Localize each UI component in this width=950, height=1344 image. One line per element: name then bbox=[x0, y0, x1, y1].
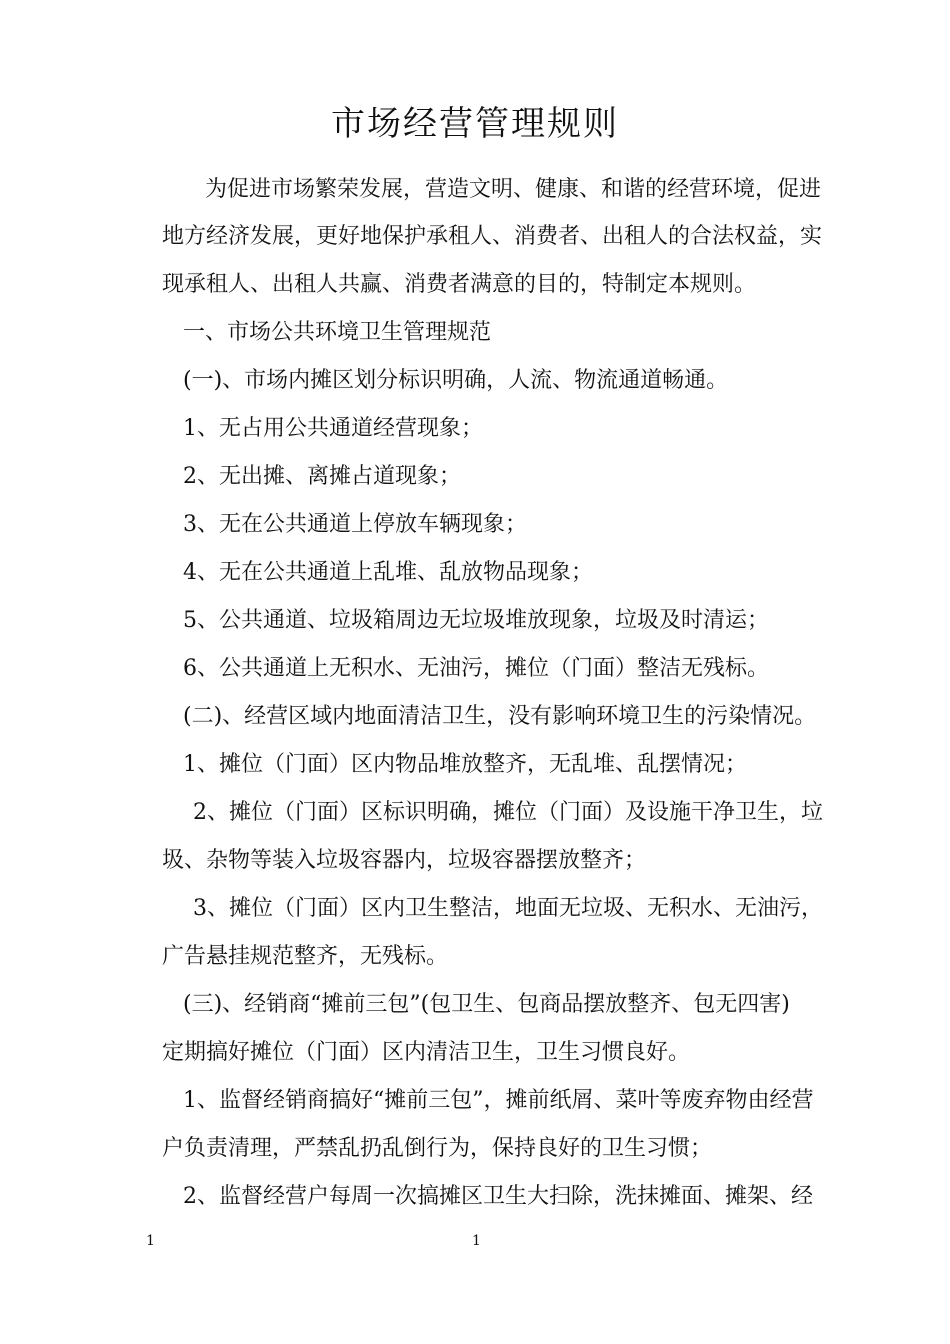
subsection-heading: (一)、市场内摊区划分标识明确，人流、物流通道畅通。 bbox=[183, 368, 729, 393]
list-item: 3、无在公共通道上停放车辆现象； bbox=[183, 512, 527, 537]
document-title: 市场经营管理规则 bbox=[331, 104, 619, 144]
list-item: 1、摊位（门面）区内物品堆放整齐，无乱堆、乱摆情况； bbox=[183, 752, 747, 777]
section-heading: 一、市场公共环境卫生管理规范 bbox=[183, 320, 492, 345]
body-line: 地方经济发展，更好地保护承租人、消费者、出租人的合法权益，实 bbox=[162, 224, 823, 249]
list-item: 2、摊位（门面）区标识明确，摊位（门面）及设施干净卫生，垃 bbox=[193, 800, 823, 825]
list-item: 2、监督经营户每周一次搞摊区卫生大扫除，洗抹摊面、摊架、经 bbox=[183, 1184, 813, 1209]
subsection-heading: (三)、经销商“摊前三包”(包卫生、包商品摆放整齐、包无四害) bbox=[183, 992, 790, 1017]
list-item: 5、公共通道、垃圾箱周边无垃圾堆放现象，垃圾及时清运； bbox=[183, 608, 769, 633]
page-number-left: 1 bbox=[146, 1233, 155, 1249]
body-line: 为促进市场繁荣发展，营造文明、健康、和谐的经营环境，促进 bbox=[205, 177, 822, 202]
list-item: 3、摊位（门面）区内卫生整洁，地面无垃圾、无积水、无油污， bbox=[193, 896, 823, 921]
list-item-continuation: 圾、杂物等装入垃圾容器内，垃圾容器摆放整齐； bbox=[162, 848, 647, 873]
list-item: 6、公共通道上无积水、无油污，摊位（门面）整洁无残标。 bbox=[183, 656, 769, 681]
page-number-center: 1 bbox=[472, 1233, 481, 1249]
list-item-continuation: 户负责清理，严禁乱扔乱倒行为，保持良好的卫生习惯； bbox=[162, 1136, 713, 1161]
subsection-continuation: 定期搞好摊位（门面）区内清洁卫生，卫生习惯良好。 bbox=[162, 1040, 691, 1065]
subsection-heading: (二)、经营区域内地面清洁卫生，没有影响环境卫生的污染情况。 bbox=[183, 704, 817, 729]
body-line: 现承租人、出租人共赢、消费者满意的目的，特制定本规则。 bbox=[162, 272, 757, 297]
list-item-continuation: 广告悬挂规范整齐，无残标。 bbox=[162, 944, 449, 969]
list-item: 1、无占用公共通道经营现象； bbox=[183, 416, 483, 441]
list-item: 2、无出摊、离摊占道现象； bbox=[183, 464, 461, 489]
list-item: 1、监督经销商搞好“摊前三包”，摊前纸屑、菜叶等废弃物由经营 bbox=[183, 1088, 814, 1113]
list-item: 4、无在公共通道上乱堆、乱放物品现象； bbox=[183, 560, 593, 585]
